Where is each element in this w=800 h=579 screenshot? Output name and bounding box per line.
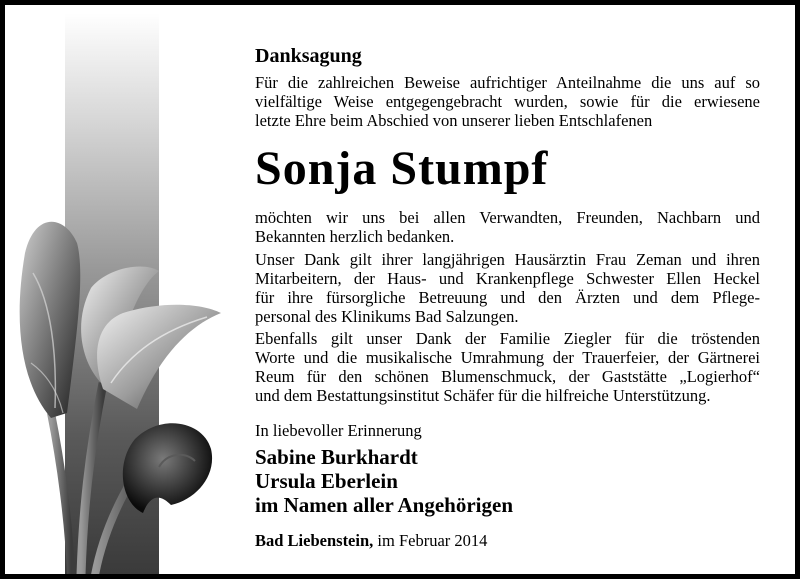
text-line: Mitarbeitern, der Haus- und Krankenpflege Schwester Ellen Heckel <box>255 269 760 288</box>
text-line: Reum für den schönen Blumenschmuck, der Gaststätte „Logierhof“ <box>255 367 760 386</box>
text-line: Für die zahlreichen Beweise aufrichtiger Anteilnahme die uns auf so <box>255 73 760 92</box>
place-date <box>255 531 487 551</box>
deceased-name: Sonja Stumpf <box>255 142 549 195</box>
text-line: und dem Bestattungsinstitut Schäfer für die hilfreiche Unterstützung. <box>255 386 711 405</box>
text-line: Worte und die musikalische Umrahmung der Trauerfeier, der Gärtnerei <box>255 348 760 367</box>
family-paragraph <box>255 329 760 405</box>
text-line: personal des Klinikums Bad Salzungen. <box>255 307 519 326</box>
text-line: Ebenfalls gilt unser Dank der Familie Ziegler für die tröstenden <box>255 329 760 348</box>
signatory-family: im Namen aller Angehörigen <box>255 493 514 517</box>
date: im Februar 2014 <box>373 531 488 550</box>
signatory-name: Ursula Eberlein <box>255 469 398 493</box>
signatory-name: Sabine Burkhardt <box>255 445 418 469</box>
remembrance-intro: In liebevoller Erinnerung <box>255 421 422 440</box>
text-line: Unser Dank gilt ihrer langjährigen Hausärztin Frau Zeman und ihren <box>255 250 760 269</box>
text-line: vielfältige Weise entgegengebracht wurden, sowie für die erwiesene <box>255 92 760 111</box>
thanks-paragraph <box>255 208 760 246</box>
text-line: für ihre fürsorgliche Betreuung und den Ärzten und dem Pflege- <box>255 288 760 307</box>
intro-paragraph <box>255 73 760 130</box>
calla-lily-icon <box>11 213 231 575</box>
text-line: Bekannten herzlich bedanken. <box>255 227 455 246</box>
doctors-paragraph <box>255 250 760 326</box>
notice-heading: Danksagung <box>255 45 362 67</box>
text-line: letzte Ehre beim Abschied von unserer lieben Entschlafenen <box>255 111 653 130</box>
place: Bad Liebenstein, <box>255 531 374 550</box>
text-line: möchten wir uns bei allen Verwandten, Freunden, Nachbarn und <box>255 208 760 227</box>
